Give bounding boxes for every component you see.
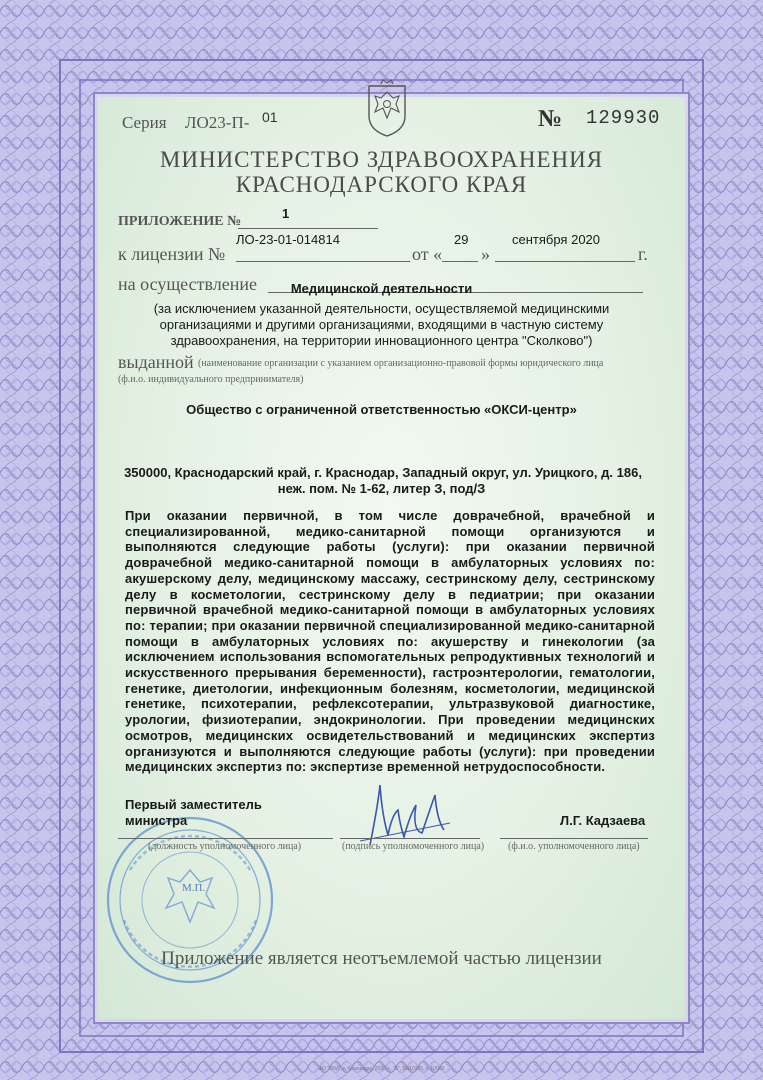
name-hint: (ф.и.о. уполномоченного лица): [508, 841, 640, 852]
name-underline: [500, 838, 648, 839]
quote-close: »: [481, 244, 490, 264]
issued-hint-line2: (ф.и.о. индивидуального предпринимателя): [118, 374, 304, 385]
position-underline: [118, 838, 333, 839]
signer-name: Л.Г. Кадзаева: [560, 813, 646, 828]
activity-label: на осуществление: [118, 274, 257, 294]
address-line2: неж. пом. № 1-62, литер З, под/З: [277, 481, 486, 496]
year-suffix: г.: [638, 244, 648, 264]
series-number: 01: [262, 109, 278, 125]
appendix-number: 1: [282, 206, 290, 221]
position-hint: (должность уполномоченного лица): [148, 841, 302, 852]
license-month-year: сентября 2020: [512, 232, 601, 247]
license-day: 29: [454, 232, 469, 247]
printer-imprint: АО "КБИ", г. Краснодар, 2020 г., "Б", БВ10225, т. 10000: [318, 1066, 445, 1072]
appendix-label: ПРИЛОЖЕНИЕ №: [118, 214, 242, 229]
issued-hint-line1: (наименование организации с указанием организационно-правовой формы юридического лица: [198, 358, 604, 369]
signature-hint: (подпись уполномоченного лица): [342, 841, 485, 852]
footer-note: Приложение является неотъемлемой частью лицензии: [161, 948, 602, 969]
activity-title: Медицинской деятельности: [290, 281, 473, 296]
appendix-underline: [238, 228, 378, 229]
number-sign: №: [538, 106, 563, 132]
license-label: к лицензии №: [118, 244, 226, 264]
series-label: Серия: [122, 113, 167, 132]
signer-position-line2: министра: [125, 813, 188, 828]
license-number-underline: [236, 261, 410, 262]
address-line1: 350000, Краснодарский край, г. Краснодар, Западный округ, ул. Урицкого, д. 186,: [124, 465, 642, 480]
activity-detail-line1: (за исключением указанной деятельности, осуществляемой медицинскими: [153, 301, 610, 316]
activity-detail-line2: организациями и другими организациями, входящими в частную систему: [159, 317, 604, 332]
organization-name: Общество с ограниченной ответственностью «ОКСИ-центр»: [186, 402, 577, 417]
stamp-mp: М.П.: [182, 882, 206, 894]
services-text: При оказании первичной, в том числе доврачебной, врачебной и специализированной, медико-санитарной помощи организуются и выполняются следующие работы (услуги): при оказании первичной доврачебной медико-санитарной помощи в амбулаторных условиях по: акушерскому делу, медицинскому массажу, сестринскому делу, сестринскому делу в косметологии, сестринскому делу в педиатрии; при оказании первичной врачебной медико-санитарной помощи в амбулаторных условиях по: терапии; при оказании первичной специализированной медико-санитарной помощи в амбулаторных условиях по: акушерству и гинекологии (за исключением использования вспомогательных репродуктивных технологий и искусственного прерывания беременности), гастроэнтерологии, гематологии, генетике, диетологии, инфекционным болезням, косметологии, медицинской генетике, психотерапии, рефлексотерапии, ультразвуковой диагностике, урологии, физиотерапии, эндокринологии. При проведении медицинских осмотров, медицинских освидетельствований и медицинских экспертиз организуются и выполняются следующие работы (услуги): при проведении медицинских экспертиз по: экспертизе временной нетрудоспособности.: [125, 508, 655, 775]
ministry-title-line2: КРАСНОДАРСКОГО КРАЯ: [235, 172, 528, 197]
signer-position-line1: Первый заместитель: [125, 797, 262, 812]
from-label: от «: [412, 244, 443, 264]
day-underline: [442, 261, 478, 262]
issued-label: выданной: [118, 352, 194, 372]
coat-of-arms-icon: [365, 78, 409, 138]
activity-detail-line3: здравоохранения, на территории инновационного центра "Сколково"): [170, 333, 593, 348]
license-number: ЛО-23-01-014814: [236, 232, 340, 247]
ministry-title-line1: МИНИСТЕРСТВО ЗДРАВООХРАНЕНИЯ: [159, 147, 604, 172]
form-number: 129930: [586, 107, 661, 129]
signature-underline: [340, 838, 480, 839]
series-value: ЛО23-П-: [185, 113, 250, 132]
date-underline: [495, 261, 635, 262]
